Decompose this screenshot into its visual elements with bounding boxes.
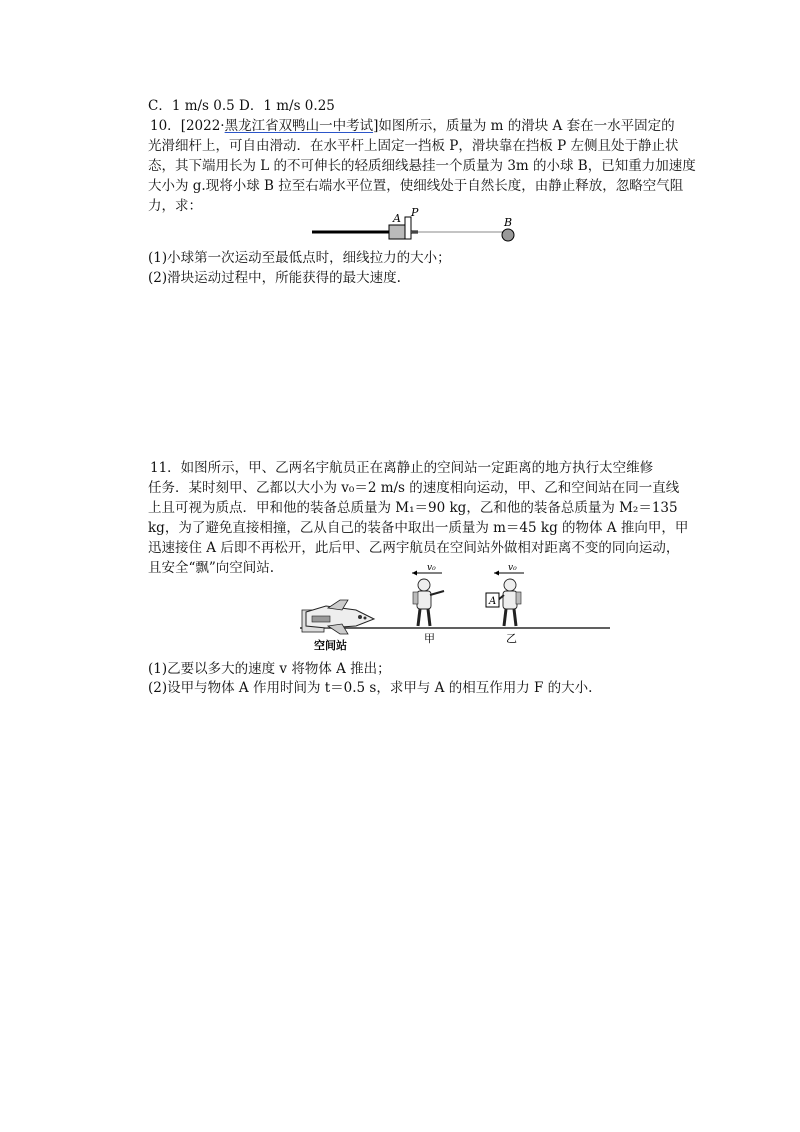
- space-station-label: 空间站: [314, 639, 347, 652]
- ball-b: [502, 229, 514, 241]
- label-a: A: [393, 212, 401, 225]
- q10-sub-1: (1)小球第一次运动至最低点时，细线拉力的大小；: [148, 250, 451, 266]
- q10-figure: [300, 208, 530, 250]
- stopper-p: [405, 217, 411, 239]
- q11-line-1: 11．如图所示，甲、乙两名宇航员正在离静止的空间站一定距离的地方执行太空维修: [150, 460, 654, 476]
- q10-source-prefix: [2022·: [180, 118, 225, 134]
- q11-line-6: 且安全“飘”向空间站.: [148, 560, 275, 576]
- q11-sub-2: (2)设甲与物体 A 作用时间为 t＝0.5 s，求甲与 A 的相互作用力 F 的大小.: [148, 680, 593, 696]
- v0-label-yi: v₀: [508, 563, 517, 573]
- astronaut-jia-icon: [413, 579, 444, 626]
- astronaut-yi-icon: [498, 579, 521, 626]
- label-p: P: [411, 208, 419, 219]
- q10-line-5: 力，求：: [148, 198, 202, 214]
- q11-figure: [296, 562, 616, 656]
- q11-line-5: 迅速接住 A 后即不再松开，此后甲、乙两宇航员在空间站外做相对距离不变的同向运动，: [148, 540, 680, 556]
- jia-label: 甲: [424, 632, 435, 645]
- q10-line-2: 光滑细杆上，可自由滑动．在水平杆上固定一挡板 P，滑块靠在挡板 P 左侧且处于静止状: [148, 138, 679, 154]
- q10-source-link[interactable]: 黑龙江省双鸭山一中考试: [224, 118, 374, 134]
- q11-line-2: 任务．某时刻甲、乙都以大小为 v₀＝2 m/s 的速度相向运动，甲、乙和空间站在同一直线: [148, 480, 680, 496]
- slider-a: [389, 225, 405, 239]
- q11-sub-1: (1)乙要以多大的速度 v 将物体 A 推出；: [148, 661, 391, 677]
- q10-line-4: 大小为 g.现将小球 B 拉至右端水平位置，使细线处于自然长度，由静止释放，忽略空气阻: [148, 178, 684, 194]
- q10-sub-2: (2)滑块运动过程中，所能获得的最大速度.: [148, 270, 401, 286]
- options-line: C．1 m/s 0.5 D．1 m/s 0.25: [148, 98, 335, 114]
- q10-line-3: 态，其下端用长为 L 的不可伸长的轻质细线悬挂一个质量为 3m 的小球 B，已知重力加速度: [148, 158, 696, 174]
- object-a-label: A: [489, 596, 497, 607]
- q11-line-3: 上且可视为质点．甲和他的装备总质量为 M₁＝90 kg，乙和他的装备总质量为 M₂＝135: [148, 500, 678, 516]
- space-station-icon: [302, 600, 374, 634]
- q11-line-4: kg，为了避免直接相撞，乙从自己的装备中取出一质量为 m＝45 kg 的物体 A 推向甲，甲: [148, 520, 689, 536]
- q10-line-1-rest: ]如图所示，质量为 m 的滑块 A 套在一水平固定的: [373, 118, 675, 134]
- q10-number: 10．: [150, 118, 181, 134]
- v0-label-jia: v₀: [427, 563, 436, 573]
- yi-label: 乙: [506, 632, 517, 645]
- label-b: B: [504, 216, 513, 229]
- q10-line-1: [150, 117, 675, 135]
